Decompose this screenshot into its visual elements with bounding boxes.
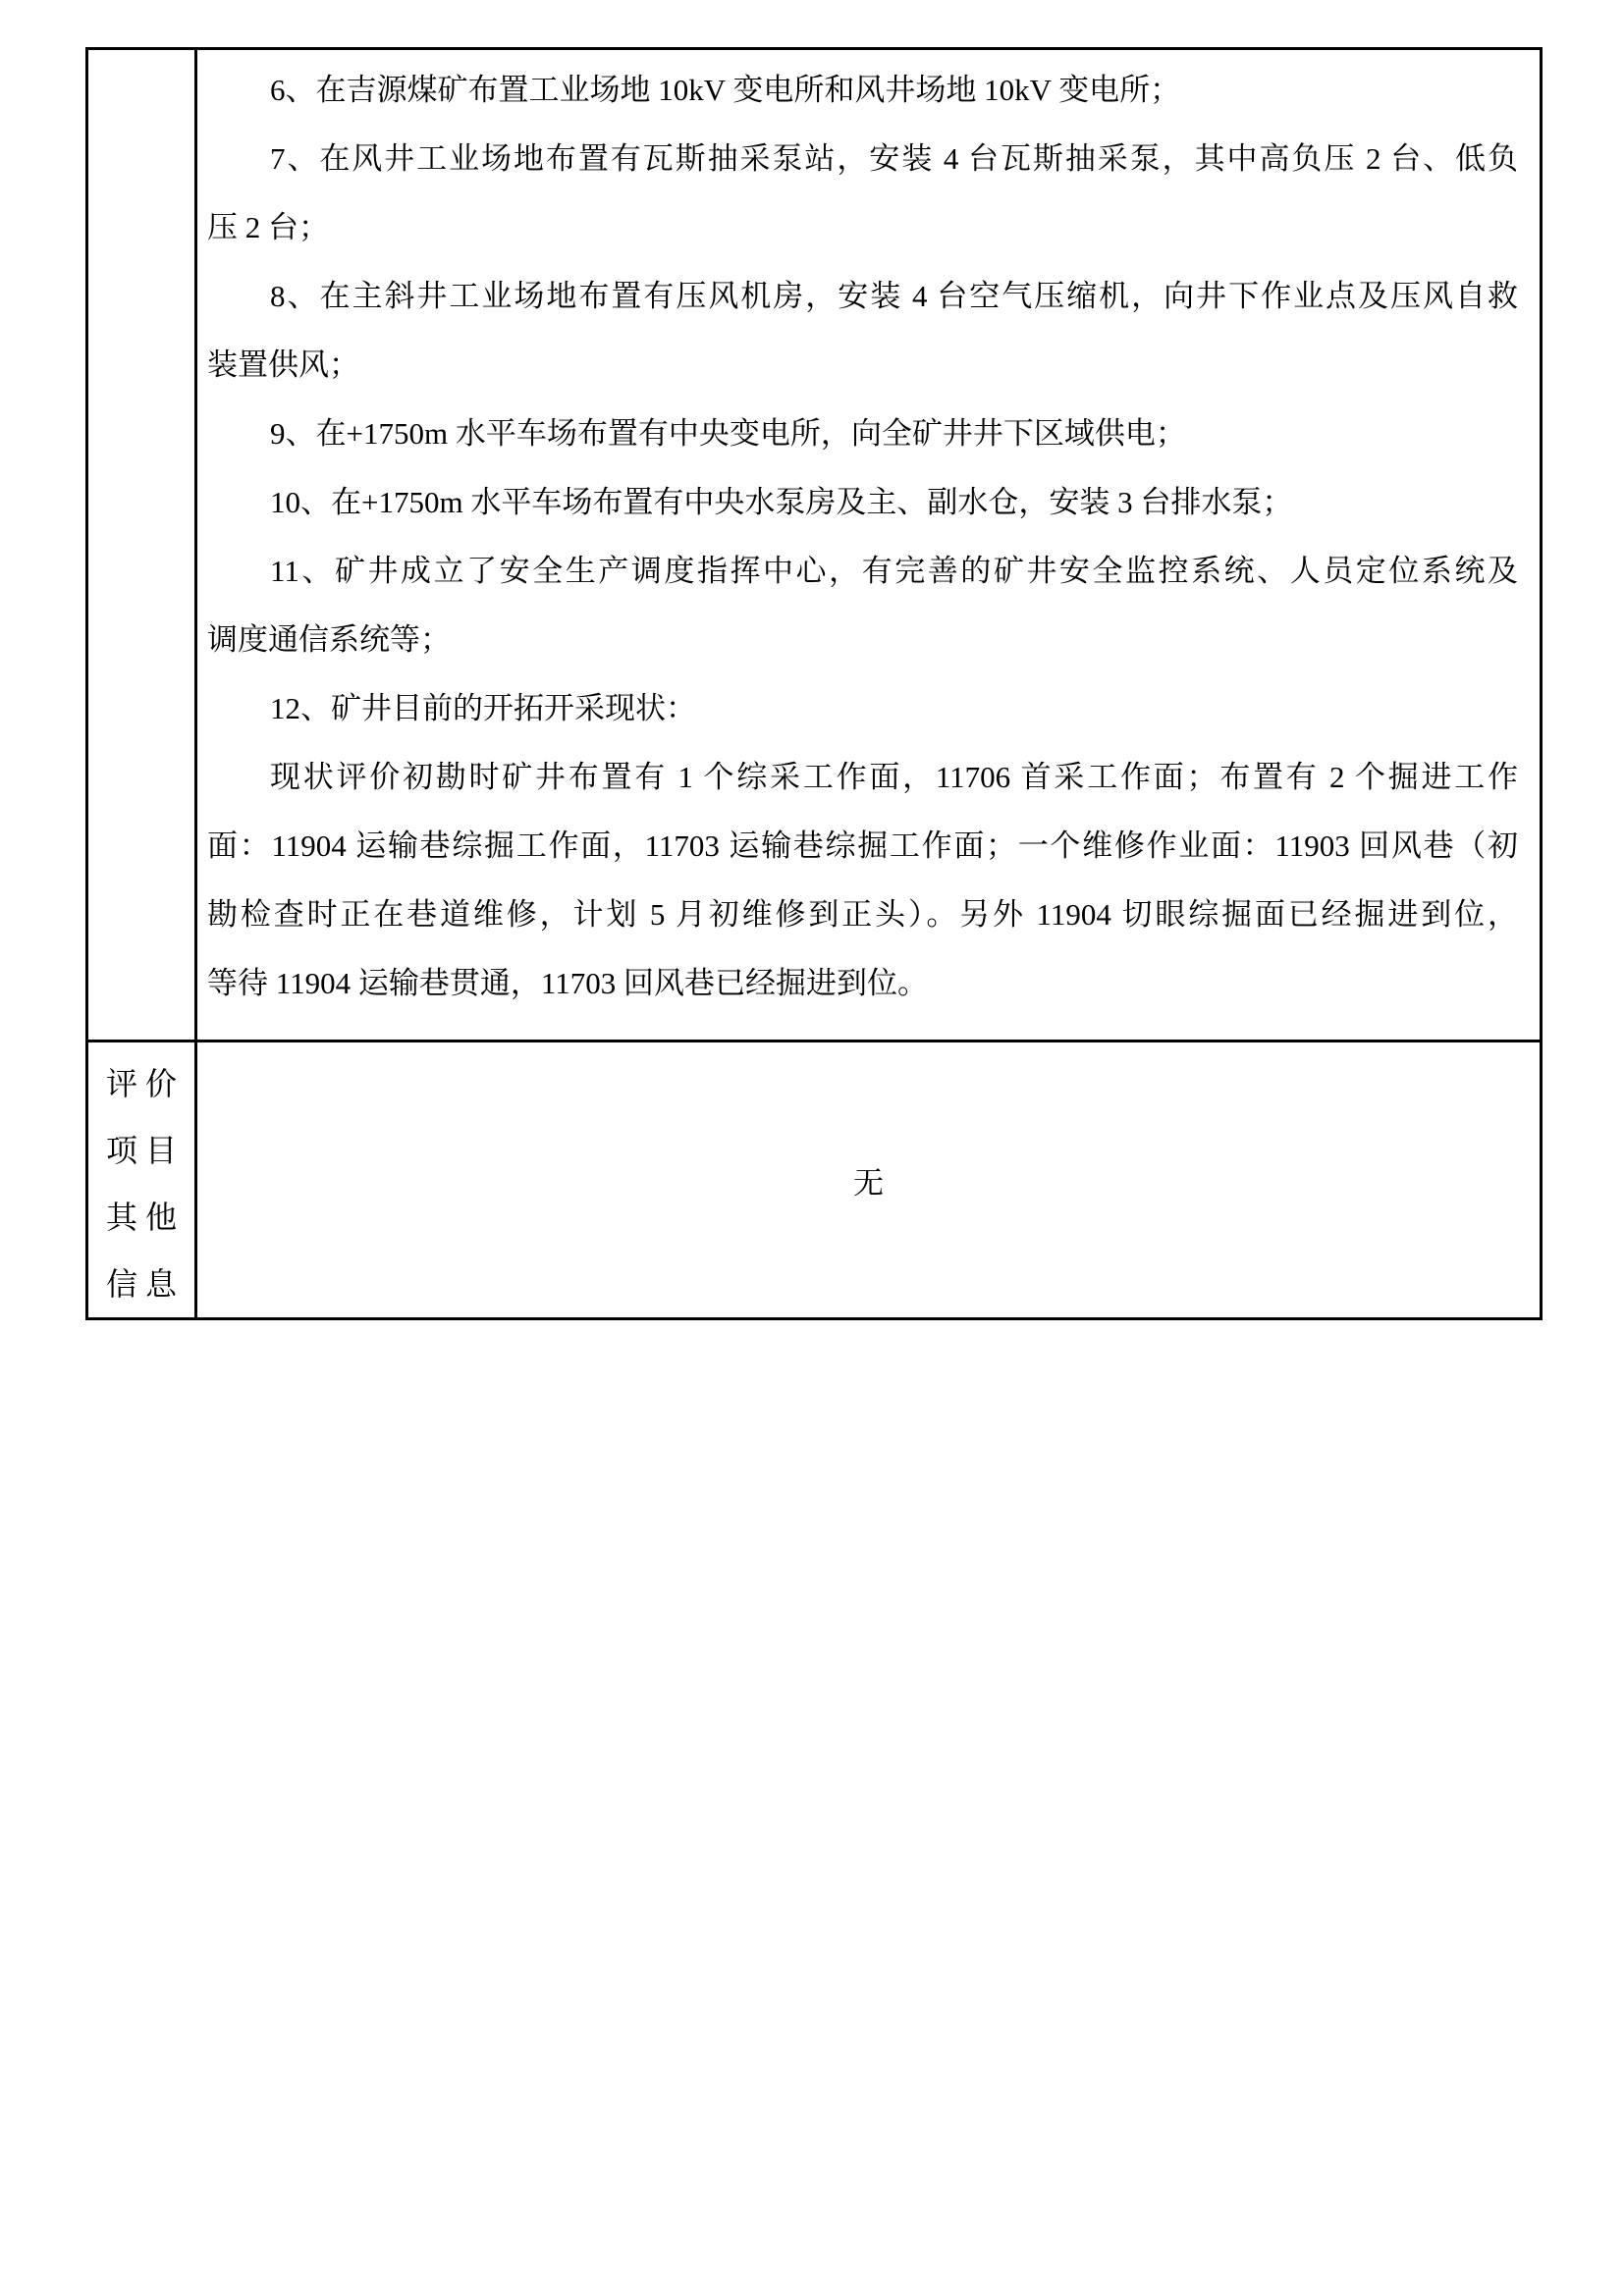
- header-line-3: 其他: [105, 1200, 185, 1235]
- table-row-main: [88, 50, 1540, 1040]
- evaluation-table: [85, 47, 1543, 1320]
- mine-status-content-cell: [197, 50, 1540, 1040]
- text-line-item9: 9、在+1750m 水平车场布置有中央变电所，向全矿井井下区域供电；: [270, 416, 1186, 451]
- table-row-other-info: [88, 1040, 1540, 1317]
- text-line-item8: 8、在主斜井工业场地布置有压风机房，安装 4 台空气压缩机，向井下作业点及压风自救: [270, 279, 1518, 313]
- text-line-status-2: 面：11904 运输巷综掘工作面，11703 运输巷综掘工作面；一个维修作业面：11903 回风巷（初: [207, 828, 1518, 863]
- row-header-cell-empty: [88, 50, 197, 1040]
- text-line-item10: 10、在+1750m 水平车场布置有中央水泵房及主、副水仓，安装 3 台排水泵；: [270, 485, 1293, 519]
- text-line-status-3: 勘检查时正在巷道维修，计划 5 月初维修到正头）。另外 11904 切眼综掘面已经掘进到位，: [207, 897, 1518, 932]
- text-line-item8-cont: 装置供风；: [207, 347, 359, 382]
- text-line-item12: 12、矿井目前的开拓开采现状：: [270, 691, 696, 725]
- header-line-1: 评价: [105, 1066, 185, 1101]
- other-info-value: 无: [853, 1165, 884, 1201]
- text-line-item7-cont: 压 2 台；: [207, 210, 329, 244]
- text-line-item11-cont: 调度通信系统等；: [207, 622, 451, 657]
- text-line-item6: 6、在吉源煤矿布置工业场地 10kV 变电所和风井场地 10kV 变电所；: [270, 73, 1181, 107]
- header-line-2: 项目: [105, 1133, 185, 1168]
- other-info-value-cell: [197, 1042, 1540, 1317]
- text-line-item11: 11、矿井成立了安全生产调度指挥中心，有完善的矿井安全监控系统、人员定位系统及: [270, 554, 1518, 588]
- text-line-status-1: 现状评价初勘时矿井布置有 1 个综采工作面，11706 首采工作面；布置有 2 个掘进工作: [270, 760, 1518, 794]
- text-line-item7: 7、在风井工业场地布置有瓦斯抽采泵站，安装 4 台瓦斯抽采泵，其中高负压 2 台、低负: [270, 141, 1518, 176]
- header-line-4: 信息: [105, 1266, 185, 1302]
- text-line-status-4: 等待 11904 运输巷贯通，11703 回风巷已经掘进到位。: [207, 966, 928, 1000]
- other-info-header-cell: [88, 1042, 197, 1317]
